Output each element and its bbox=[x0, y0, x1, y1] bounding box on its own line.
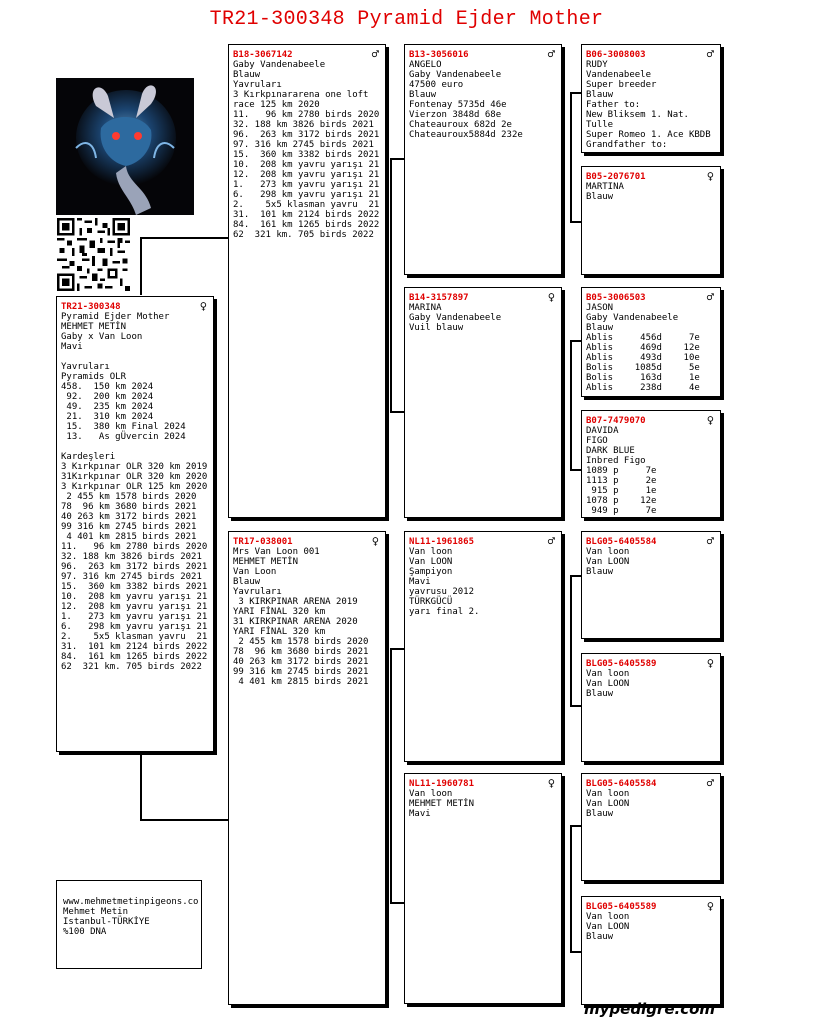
pedigree-title: TR21-300348 Pyramid Ejder Mother bbox=[209, 8, 604, 31]
female-symbol-icon: ♀ bbox=[706, 656, 714, 670]
pigeon-details: JASON Gaby Vandenabeele Blauw Ablis 456d 7e Ablis 469d 12e Ablis 493d 10e Bolis 1085d 5e Bolis 163d 1e Ablis 238d 4e bbox=[586, 303, 700, 393]
female-symbol-icon: ♀ bbox=[371, 534, 379, 548]
connector-line bbox=[570, 825, 572, 952]
ring-number: B05-2076701 bbox=[586, 172, 646, 182]
male-symbol-icon: ♂ bbox=[706, 290, 714, 304]
connector-line bbox=[390, 158, 404, 160]
connector-line bbox=[570, 92, 581, 94]
connector-line bbox=[390, 648, 404, 650]
great-grandparent-card[interactable] bbox=[581, 287, 721, 397]
male-symbol-icon: ♂ bbox=[706, 776, 714, 790]
ring-number: TR17-038001 bbox=[233, 537, 293, 547]
ring-number: B05-3006503 bbox=[586, 293, 646, 303]
ring-number: B06-3008003 bbox=[586, 50, 646, 60]
pigeon-details: MARINA Gaby Vandenabeele Vuil blauw bbox=[409, 303, 502, 333]
website-link[interactable]: www.mehmetmetinpigeons.co bbox=[63, 897, 199, 907]
connector-line bbox=[570, 340, 581, 342]
dam-card[interactable] bbox=[228, 531, 386, 1005]
male-symbol-icon: ♂ bbox=[547, 47, 555, 61]
connector-line bbox=[570, 92, 572, 222]
male-symbol-icon: ♂ bbox=[706, 534, 714, 548]
female-symbol-icon: ♀ bbox=[706, 169, 714, 183]
ring-number: BLG05-6405584 bbox=[586, 779, 657, 789]
connector-line bbox=[570, 575, 572, 706]
connector-line bbox=[570, 825, 581, 827]
great-grandparent-card[interactable] bbox=[581, 653, 721, 762]
male-symbol-icon: ♂ bbox=[547, 534, 555, 548]
ring-number: TR21-300348 bbox=[61, 302, 121, 312]
connector-line bbox=[570, 575, 581, 577]
ring-number: NL11-1961865 bbox=[409, 537, 475, 547]
pigeon-details: Gaby Vandenabeele Blauw Yavruları 3 Kırkpınararena one loft race 125 km 2020 11. 96 km 2780 birds 2020 32. 188 km 3826 birds 2021 96. 263 km 3172 birds 2021 97. 316 km 2745 birds 2021 15. 360 km 3382 birds 2021 10. 208 km yavru yarışı 21 12. 208 km yavru yarışı 21 1. 273 km yavru yarışı 21 6. 298 km yavru yarışı 21 2. 5x5 klasman yavru 21 31. 101 km 2124 birds 2022 84. 161 km 1265 birds 2022 62 321 km. 705 birds 2022 bbox=[233, 60, 380, 240]
great-grandparent-card[interactable] bbox=[581, 410, 721, 518]
brand-logo: mypedigre.com bbox=[584, 1000, 716, 1018]
connector-line bbox=[570, 340, 572, 470]
connector-line bbox=[140, 237, 142, 295]
grandparent-card[interactable] bbox=[404, 44, 562, 275]
grandparent-card[interactable] bbox=[404, 531, 562, 762]
great-grandparent-card[interactable] bbox=[581, 44, 721, 153]
dragon-image-icon bbox=[56, 78, 194, 215]
female-symbol-icon: ♀ bbox=[706, 413, 714, 427]
pigeon-details: Van loon Van LOON Blauw bbox=[586, 912, 630, 942]
pigeon-details: Van loon Van LOON Şampiyon Mavi yavrusu 2012 TÜRKGÜCÜ yarı final 2. bbox=[409, 547, 480, 617]
pigeon-details: Van loon Van LOON Blauw bbox=[586, 669, 630, 699]
connector-line bbox=[140, 819, 228, 821]
connector-line bbox=[140, 752, 142, 820]
connector-line bbox=[390, 902, 404, 904]
owner-name: Mehmet Metin bbox=[63, 907, 129, 917]
great-grandparent-card[interactable] bbox=[581, 166, 721, 275]
pigeon-details: DAVIDA FIGO DARK BLUE Inbred Figo 1089 p 7e 1113 p 2e 915 p 1e 1078 p 12e 949 p 7e bbox=[586, 426, 657, 516]
connector-line bbox=[140, 237, 228, 239]
owner-info-box bbox=[56, 880, 202, 969]
pigeon-details: Pyramid Ejder Mother MEHMET METİN Gaby x Van Loon Mavi Yavruları Pyramids OLR 458. 150 km 2024 92. 200 km 2024 49. 235 km 2024 21. 310 km 2024 15. 380 km Final 2024 13. As gÜvercin 2024 Kardeşleri 3 Kırkpınar OLR 320 km 2019 31Kırkpınar OLR 320 km 2020 3 Kırkpınar OLR 125 km 2020 2 455 km 1578 birds 2020 78 96 km 3680 birds 2021 40 263 km 3172 birds 2021 99 316 km 2745 birds 2021 4 401 km 2815 birds 2021 11. 96 km 2780 birds 2020 32. 188 km 3826 birds 2021 96. 263 km 3172 birds 2021 97. 316 km 2745 birds 2021 15. 360 km 3382 birds 2021 10. 208 km yavru yarışı 21 12. 208 km yavru yarışı 21 1. 273 km yavru yarışı 21 6. 298 km yavru yarışı 21 2. 5x5 klasman yavru 21 31. 101 km 2124 birds 2022 84. 161 km 1265 birds 2022 62 321 km. 705 birds 2022 bbox=[61, 312, 208, 672]
male-symbol-icon: ♂ bbox=[706, 47, 714, 61]
qr-code-icon bbox=[57, 218, 130, 291]
male-symbol-icon: ♂ bbox=[371, 47, 379, 61]
connector-line bbox=[570, 469, 581, 471]
ring-number: BLG05-6405589 bbox=[586, 659, 657, 669]
female-symbol-icon: ♀ bbox=[547, 290, 555, 304]
connector-line bbox=[390, 648, 392, 903]
connector-line bbox=[390, 158, 392, 412]
great-grandparent-card[interactable] bbox=[581, 896, 721, 1005]
connector-line bbox=[570, 951, 581, 953]
female-symbol-icon: ♀ bbox=[706, 899, 714, 913]
subject-pigeon-card[interactable] bbox=[56, 296, 214, 752]
ring-number: BLG05-6405589 bbox=[586, 902, 657, 912]
ring-number: B13-3056016 bbox=[409, 50, 469, 60]
grandparent-card[interactable] bbox=[404, 773, 562, 1004]
ring-number: NL11-1960781 bbox=[409, 779, 475, 789]
sire-card[interactable] bbox=[228, 44, 386, 518]
grandparent-card[interactable] bbox=[404, 287, 562, 518]
pigeon-details: Van loon Van LOON Blauw bbox=[586, 789, 630, 819]
pigeon-details: Van loon MEHMET METİN Mavi bbox=[409, 789, 475, 819]
owner-location: Istanbul-TÜRKİYE bbox=[63, 917, 150, 927]
pigeon-details: ANGELO Gaby Vandenabeele 47500 euro Blauw Fontenay 5735d 46e Vierzon 3848d 68e Chateauroux 682d 2e Chateauroux5884d 232e bbox=[409, 60, 523, 140]
ring-number: B14-3157897 bbox=[409, 293, 469, 303]
pigeon-details: Mrs Van Loon 001 MEHMET METİN Van Loon Blauw Yavruları 3 KIRKPINAR ARENA 2019 YARI FİNAL 320 km 31 KIRKPINAR ARENA 2020 YARI FİNAL 320 km 2 455 km 1578 birds 2020 78 96 km 3680 birds 2021 40 263 km 3172 birds 2021 99 316 km 2745 birds 2021 4 401 km 2815 birds 2021 bbox=[233, 547, 369, 687]
connector-line bbox=[390, 411, 404, 413]
great-grandparent-card[interactable] bbox=[581, 773, 721, 881]
pigeon-details: MARTINA Blauw bbox=[586, 182, 624, 202]
great-grandparent-card[interactable] bbox=[581, 531, 721, 639]
ring-number: B07-7479070 bbox=[586, 416, 646, 426]
connector-line bbox=[570, 221, 581, 223]
pigeon-details: RUDY Vandenabeele Super breeder Blauw Father to: New Bliksem 1. Nat. Tulle Super Romeo 1. Ace KBDB Grandfather to: bbox=[586, 60, 711, 150]
connector-line bbox=[570, 705, 581, 707]
ring-number: B18-3067142 bbox=[233, 50, 293, 60]
female-symbol-icon: ♀ bbox=[547, 776, 555, 790]
pigeon-details: Van loon Van LOON Blauw bbox=[586, 547, 630, 577]
pigeon-dragon-photo bbox=[56, 78, 194, 215]
ring-number: BLG05-6405584 bbox=[586, 537, 657, 547]
female-symbol-icon: ♀ bbox=[199, 299, 207, 313]
dna-note: %100 DNA bbox=[63, 927, 107, 937]
